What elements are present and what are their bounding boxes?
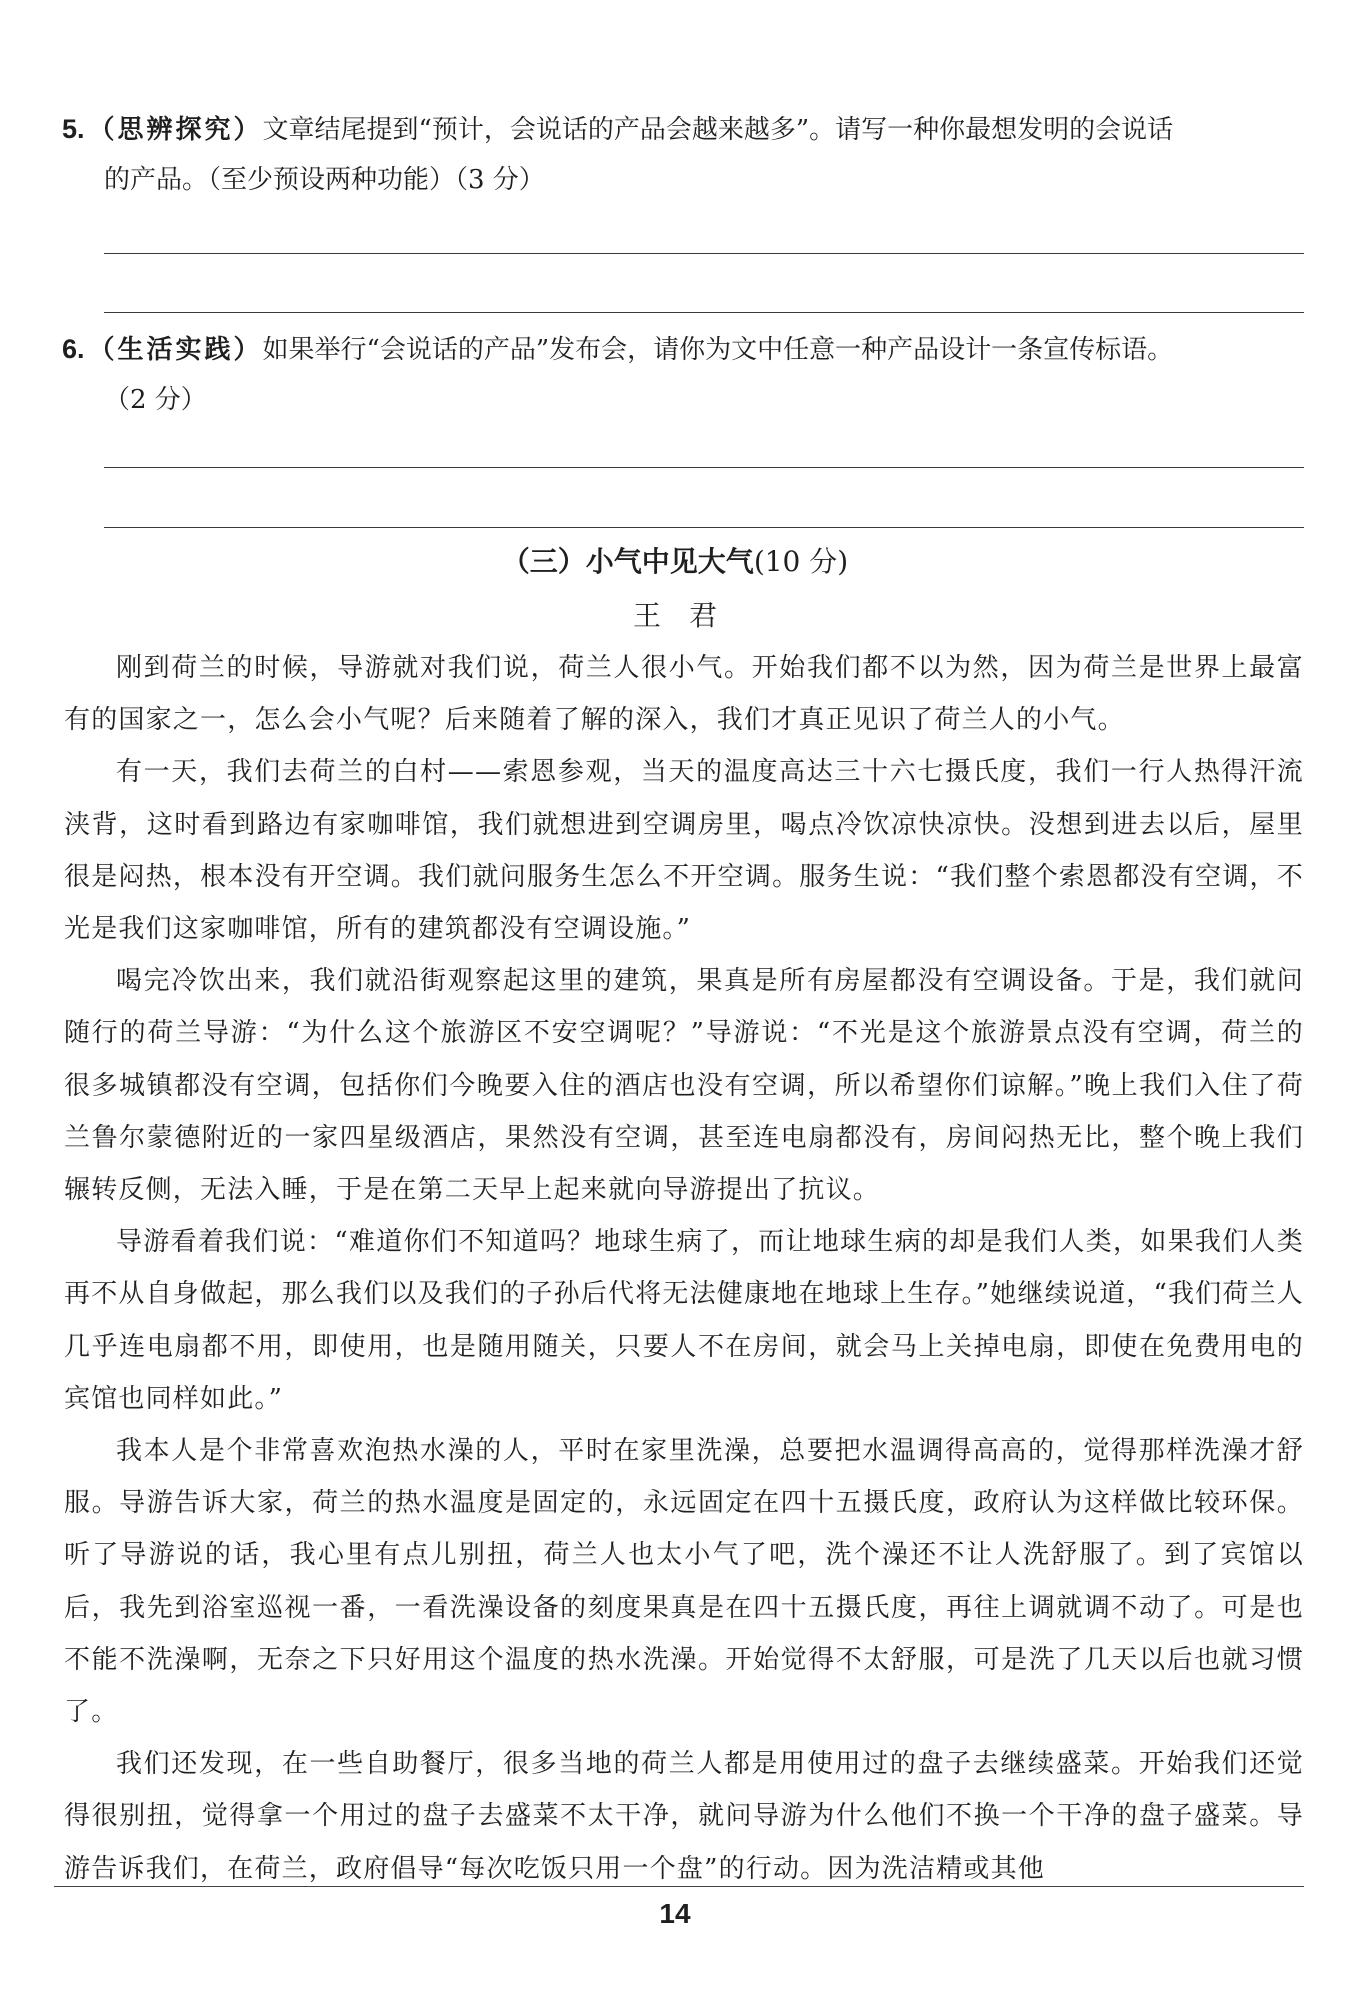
section-points: (10 分) <box>753 545 849 578</box>
question-tag: （思辨探究） <box>88 115 263 145</box>
article-paragraph: 喝完冷饮出来，我们就沿街观察起这里的建筑，果真是所有房屋都没有空调设备。于是，我们就问随行的荷兰导游：“为什么这个旅游区不安空调呢？”导游说：“不光是这个旅游景点没有空调，荷兰的很多城镇都没有空调，包括你们今晚要入住的酒店也没有空调，所以希望你们谅解。”晚上我们入住了荷兰鲁尔蒙德附近的一家四星级酒店，果然没有空调，甚至连电扇都没有，房间闷热无比，整个晚上我们辗转反侧，无法入睡，于是在第二天早上起来就向导游提出了抗议。 <box>64 966 1304 1206</box>
footer-divider <box>54 1886 1304 1887</box>
answer-line[interactable] <box>104 253 1304 254</box>
article-paragraph: 我们还发现，在一些自助餐厅，很多当地的荷兰人都是用使用过的盘子去继续盛菜。开始我们还觉得很别扭，觉得拿一个用过的盘子去盛菜不太干净，就问导游为什么他们不换一个干净的盘子盛菜。导游告诉我们，在荷兰，政府倡导“每次吃饭只用一个盘”的行动。因为洗洁精或其他 <box>64 1749 1304 1884</box>
question-text: 文章结尾提到“预计，会说话的产品会越来越多”。请写一种你最想发明的会说话 <box>262 115 1174 145</box>
article-body <box>64 642 1304 1895</box>
author-name: 王君 <box>632 599 745 632</box>
question-text: 如果举行“会说话的产品”发布会，请你为文中任意一种产品设计一条宣传标语。 <box>262 335 1174 365</box>
question-5-line-1 <box>62 104 1302 155</box>
answer-line[interactable] <box>104 312 1304 313</box>
page-number: 14 <box>659 1898 691 1929</box>
article-paragraph: 我本人是个非常喜欢泡热水澡的人，平时在家里洗澡，总要把水温调得高高的，觉得那样洗澡才舒服。导游告诉大家，荷兰的热水温度是固定的，永远固定在四十五摄氏度，政府认为这样做比较环保。听了导游说的话，我心里有点儿别扭，荷兰人也太小气了吧，洗个澡还不让人洗舒服了。到了宾馆以后，我先到浴室巡视一番，一看洗澡设备的刻度果真是在四十五摄氏度，再往上调就调不动了。可是也不能不洗澡啊，无奈之下只好用这个温度的热水洗澡。开始觉得不太舒服，可是洗了几天以后也就习惯了。 <box>64 1436 1304 1728</box>
article-paragraph: 导游看着我们说：“难道你们不知道吗？地球生病了，而让地球生病的却是我们人类，如果我们人类再不从自身做起，那么我们以及我们的子孙后代将无法健康地在地球上生存。”她继续说道，“我们荷兰人几乎连电扇都不用，即使用，也是随用随关，只要人不在房间，就会马上关掉电扇，即使在免费用电的宾馆也同样如此。” <box>64 1227 1304 1414</box>
section-title <box>0 540 1350 584</box>
article-paragraph: 刚到荷兰的时候，导游就对我们说，荷兰人很小气。开始我们都不以为然，因为荷兰是世界上最富有的国家之一，怎么会小气呢？后来随着了解的深入，我们才真正见识了荷兰人的小气。 <box>64 653 1304 736</box>
question-number: 5. <box>62 114 85 144</box>
answer-line[interactable] <box>104 527 1304 528</box>
question-number: 6. <box>62 334 85 364</box>
question-6-line-1 <box>62 324 1302 375</box>
question-6-line-2: （2 分） <box>104 385 207 415</box>
section-title-text: （三）小气中见大气 <box>501 545 754 578</box>
question-5 <box>62 104 1302 205</box>
question-6 <box>62 324 1302 425</box>
article-paragraph: 有一天，我们去荷兰的白村——索恩参观，当天的温度高达三十六七摄氏度，我们一行人热得汗流浃背，这时看到路边有家咖啡馆，我们就想进到空调房里，喝点冷饮凉快凉快。没想到进去以后，屋里很是闷热，根本没有开空调。我们就问服务生怎么不开空调。服务生说：“我们整个索恩都没有空调，不光是我们这家咖啡馆，所有的建筑都没有空调设施。” <box>64 757 1304 945</box>
answer-line[interactable] <box>104 467 1304 468</box>
question-tag: （生活实践） <box>88 335 263 365</box>
question-5-line-2: 的产品。（至少预设两种功能）（3 分） <box>104 165 545 195</box>
